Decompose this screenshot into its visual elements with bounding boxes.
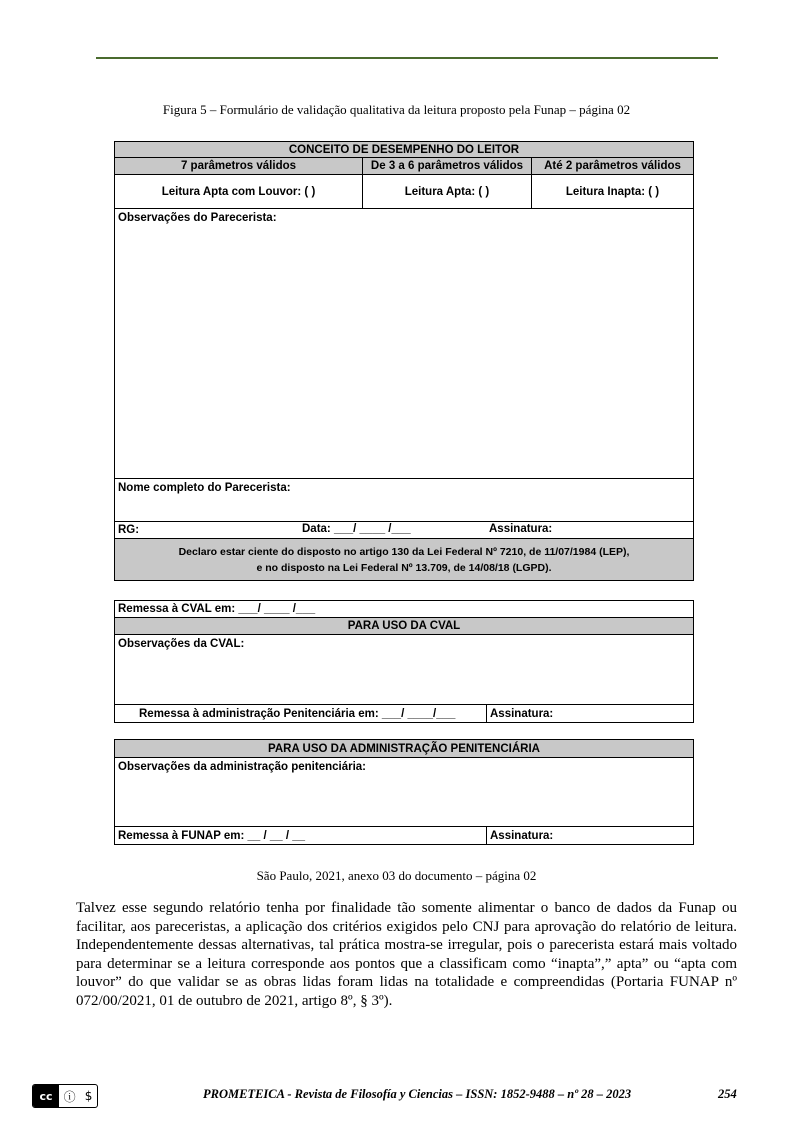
journal-citation: PROMETEICA - Revista de Filosofía y Ciencias – ISSN: 1852-9488 – nº 28 – 2023 bbox=[203, 1087, 632, 1101]
admin-signature-field[interactable]: Assinatura: bbox=[487, 827, 694, 845]
reader-performance-form bbox=[114, 141, 694, 581]
admin-title: PARA USO DA ADMINISTRAÇÃO PENITENCIÁRIA bbox=[115, 740, 694, 758]
signature-field[interactable]: Assinatura: bbox=[489, 523, 553, 535]
cval-signature-field[interactable]: Assinatura: bbox=[487, 705, 694, 723]
option-inapta[interactable]: Leitura Inapta: ( ) bbox=[532, 175, 694, 209]
cval-form bbox=[114, 600, 694, 723]
observations-admin[interactable]: Observações da administração penitenciária: bbox=[115, 758, 694, 827]
page-footer bbox=[0, 1084, 793, 1108]
date-field[interactable]: Data: ___/ ____ /___ bbox=[302, 523, 411, 535]
param-header-3-6: De 3 a 6 parâmetros válidos bbox=[363, 158, 532, 175]
remessa-cval-field[interactable]: Remessa à CVAL em: ___/ ____ /___ bbox=[115, 601, 694, 618]
admin-penitenciaria-form bbox=[114, 739, 694, 845]
option-apta-louvor[interactable]: Leitura Apta com Louvor: ( ) bbox=[115, 175, 363, 209]
remessa-admin-field[interactable]: Remessa à administração Penitenciária em: ___/ ____/___ bbox=[115, 705, 487, 723]
remessa-funap-field[interactable]: Remessa à FUNAP em: __ / __ / __ bbox=[115, 827, 487, 845]
header-rule bbox=[96, 57, 718, 59]
declaration bbox=[115, 539, 694, 581]
by-icon: ⓘ bbox=[63, 1089, 76, 1104]
param-header-2: Até 2 parâmetros válidos bbox=[532, 158, 694, 175]
body-paragraph: Talvez esse segundo relatório tenha por finalidade tão somente alimentar o banco de dados da Funap ou facilitar, aos pareceristas, a aplicação dos critérios exigidos pelo CNJ para aprovação do relatório de leitura. Independentemente dessas alternativas, tal prática mostra-se irregular, pois o parecerista estará mais voltado para determinar se a leitura corresponde aos pontos que a classificam como “inapta”,” apta” ou “apta com louvor” do que validar se as obras lidas foram lidas na totalidade e compreendidas (Portaria FUNAP nº 072/00/2021, 01 de outubro de 2021, artigo 8º, § 3º). bbox=[76, 900, 737, 1009]
cc-logo-icon: cc bbox=[33, 1085, 59, 1107]
declaration-line-2: e no disposto na Lei Federal Nº 13.709, de 14/08/18 (LGPD). bbox=[256, 561, 552, 574]
figure-caption: Figura 5 – Formulário de validação qualitativa da leitura proposto pela Funap – página 02 bbox=[162, 102, 631, 117]
observations-cval[interactable]: Observações da CVAL: bbox=[115, 635, 694, 705]
rg-field[interactable]: RG: bbox=[118, 524, 140, 536]
nc-icon: $ bbox=[84, 1089, 93, 1103]
declaration-line-1: Declaro estar ciente do disposto no artigo 130 da Lei Federal Nº 7210, de 11/07/1984 (LEP), bbox=[178, 545, 630, 558]
form-title: CONCEITO DE DESEMPENHO DO LEITOR bbox=[115, 142, 694, 158]
param-header-7: 7 parâmetros válidos bbox=[115, 158, 363, 175]
source-caption: São Paulo, 2021, anexo 03 do documento – página 02 bbox=[256, 868, 537, 883]
parecerista-name-field[interactable]: Nome completo do Parecerista: bbox=[115, 479, 694, 522]
rg-date-signature-row bbox=[115, 522, 694, 539]
option-apta[interactable]: Leitura Apta: ( ) bbox=[363, 175, 532, 209]
cval-title: PARA USO DA CVAL bbox=[115, 618, 694, 635]
observations-parecerista[interactable]: Observações do Parecerista: bbox=[115, 209, 694, 479]
page-number: 254 bbox=[718, 1087, 737, 1101]
cc-license-badge[interactable] bbox=[32, 1084, 98, 1108]
